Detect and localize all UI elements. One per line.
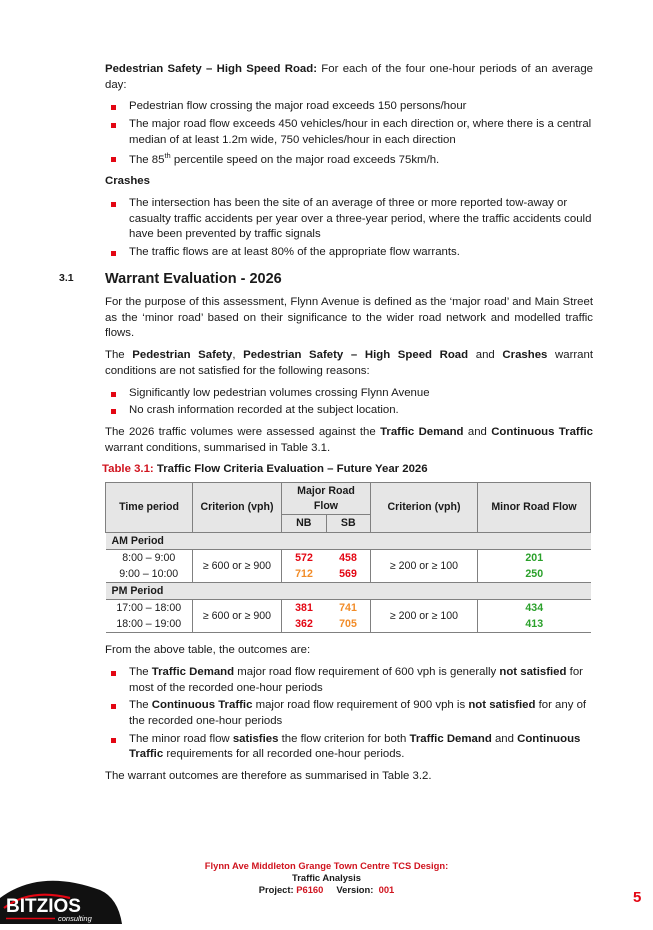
footer-title: Flynn Ave Middleton Grange Town Centre TCS Design: [204,860,449,871]
section-number: 3.1 [59,271,74,284]
list-item: The Traffic Demand major road flow requirement of 600 vph is generally not satisfied for most of the recorded one-hour periods [105,665,593,696]
list-item: The 85th percentile speed on the major road exceeds 75km/h. [105,151,593,169]
paragraph-outcomes-intro: From the above table, the outcomes are: [105,644,311,657]
ped-hs-list [105,99,593,168]
table-row: 17:00 – 18:00 ≥ 600 or ≥ 900 381 741 ≥ 200 or ≥ 100 434 [106,600,591,617]
list-item: The major road flow exceeds 450 vehicles/hour in each direction or, where there is a central median of at least 1.2m wide, 750 vehicles/hour in each direction [105,117,593,148]
table-caption: Table 3.1: Traffic Flow Criteria Evaluation – Future Year 2026 [102,463,428,476]
crashes-title: Crashes [105,175,150,188]
section-heading [59,269,593,289]
header-criterion-minor: Criterion (vph) [371,483,478,533]
ped-hs-paragraph: Pedestrian Safety – High Speed Road: For each of the four one-hour periods of an average day: [105,63,593,91]
header-nb: NB [282,515,327,533]
list-item: Pedestrian flow crossing the major road exceeds 150 persons/hour [105,99,593,115]
crashes-list [105,196,593,261]
paragraph-definition: For the purpose of this assessment, Flynn Avenue is defined as the ‘major road’ and Main Street as the ‘minor road’ based on their significance to the wider road network and modelled traffic flows. [105,295,593,340]
list-item: The traffic flows are at least 80% of the appropriate flow warrants. [105,245,593,261]
traffic-flow-table [105,482,591,633]
table-row: 18:00 – 19:00 362 705 413 [106,616,591,633]
list-item: The minor road flow satisfies the flow criterion for both Traffic Demand and Continuous Traffic requirements for all recorded one-hour periods. [105,732,593,763]
svg-text:BITZIOS: BITZIOS [6,896,81,917]
header-minor-road-flow: Minor Road Flow [478,483,591,533]
paragraph-not-satisfied: The Pedestrian Safety, Pedestrian Safety – High Speed Road and Crashes warrant conditions are not satisfied for the following reasons: [105,349,593,377]
svg-text:consulting: consulting [58,914,92,923]
ped-hs-label: Pedestrian Safety – High Speed Road: [105,63,318,75]
list-item: No crash information recorded at the subject location. [105,403,593,419]
section-title: Warrant Evaluation - 2026 [105,270,282,287]
period-am: AM Period [106,533,591,550]
list-item: The intersection has been the site of an average of three or more reported tow-away or casualty traffic accidents per year over a three-year period, where the traffic accidents could have been prevented by traffic signals [105,196,593,243]
list-item: Significantly low pedestrian volumes crossing Flynn Avenue [105,386,593,402]
header-sb: SB [326,515,371,533]
period-pm: PM Period [106,583,591,600]
header-major-road-flow: Major Road Flow [282,483,371,515]
page-footer [0,860,653,896]
header-time-period: Time period [106,483,193,533]
footer-subtitle: Traffic Analysis [292,872,361,884]
table-row: 9:00 – 10:00 712 569 250 [119,567,544,580]
paragraph-summary: The warrant outcomes are therefore as summarised in Table 3.2. [105,770,432,783]
list-item: The Continuous Traffic major road flow requirement of 900 vph is not satisfied for any of the recorded one-hour periods [105,698,593,729]
paragraph-assessed: The 2026 traffic volumes were assessed against the Traffic Demand and Continuous Traffic warrant conditions, summarised in Table 3.1. [105,426,593,454]
page-content [59,62,593,791]
outcomes-list [105,665,593,763]
table-row: 8:00 – 9:00 ≥ 600 or ≥ 900 572 458 ≥ 200 or ≥ 100 201 [106,550,591,567]
page-number: 5 [633,889,642,906]
footer-project: Project: P6160 Version: 001 [258,884,395,896]
reasons-list [105,386,593,419]
header-criterion: Criterion (vph) [193,483,282,533]
